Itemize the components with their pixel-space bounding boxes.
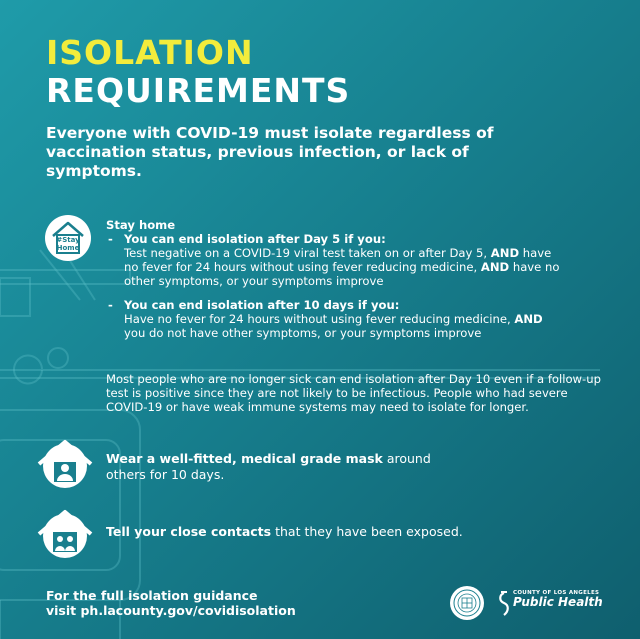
day10-detail: Have no fever for 24 hours without using fever reducing medicine, AND you do not have other symptoms, or your symptoms improve (124, 312, 543, 340)
day10-heading: - You can end isolation after 10 days if you: (108, 298, 400, 312)
stay-home-heading: Stay home (106, 218, 176, 232)
stay-home-icon-label-2: Home (56, 244, 80, 252)
page-title (46, 34, 350, 110)
most-people-text: Most people who are no longer sick can end isolation after Day 10 even if a follow-up test is positive since they are not likely to be infectious. People who had severe COVID-19 or have weak immune systems may need to isolate for longer. (106, 372, 601, 414)
contacts-text: Tell your close contacts that they have been exposed. (106, 524, 463, 539)
stay-home-icon (43, 212, 93, 262)
logo-public-health-text: Public Health (513, 595, 603, 609)
public-health-icon (497, 591, 511, 617)
mask-text: Wear a well-fitted, medical grade mask around others for 10 days. (106, 451, 431, 482)
day5-detail: Test negative on a COVID-19 viral test taken on or after Day 5, AND have no fever for 24 hours without using fever reducing medicine, AND have no other symptoms, or your symptoms improve (124, 246, 560, 288)
mask-person-icon (37, 438, 93, 490)
logo-county-text: COUNTY OF LOS ANGELES (513, 590, 600, 596)
county-seal-logo (449, 585, 485, 621)
footer (46, 588, 296, 618)
intro-text: Everyone with COVID-19 must isolate regardless of vaccination status, previous infection, or lack of symptoms. (46, 124, 494, 180)
close-contacts-icon (37, 508, 93, 560)
stay-home-section (106, 218, 566, 340)
day5-heading: - You can end isolation after Day 5 if you: (108, 232, 386, 246)
stay-home-icon-label-1: #Stay (56, 236, 80, 244)
title-line-1: ISOLATION (46, 33, 254, 72)
public-health-logo (497, 590, 617, 609)
title-line-2: REQUIREMENTS (46, 71, 351, 110)
footer-link[interactable]: visit ph.lacounty.gov/covidisolation (46, 603, 296, 618)
footer-line-1: For the full isolation guidance (46, 588, 258, 603)
